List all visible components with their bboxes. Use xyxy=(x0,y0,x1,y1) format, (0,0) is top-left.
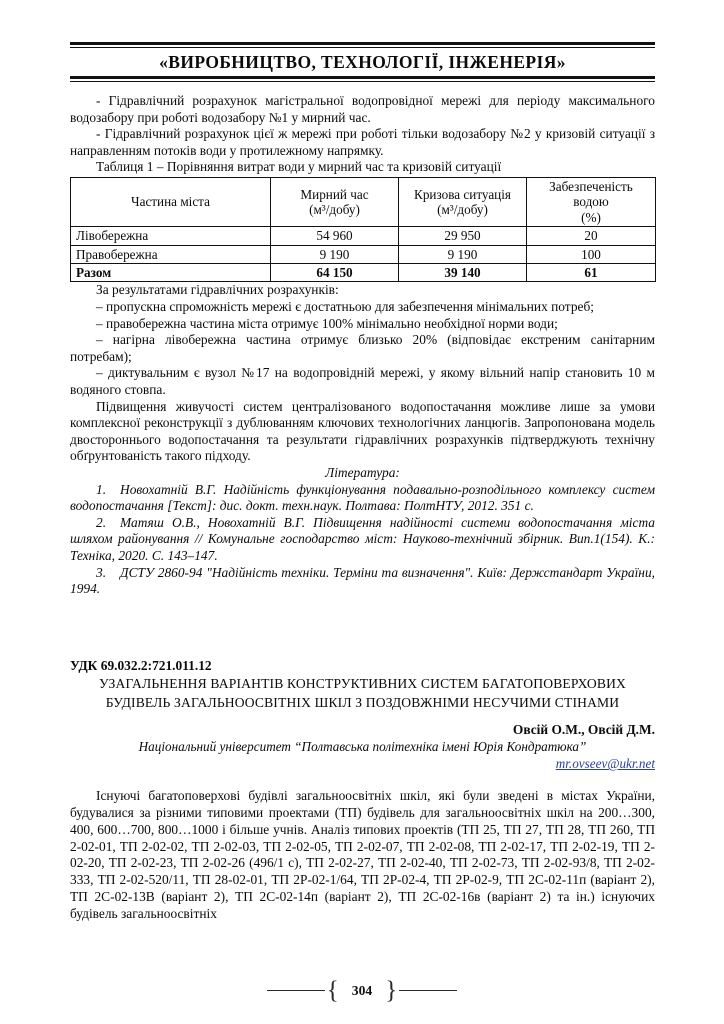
reference-item-2 xyxy=(70,515,655,565)
cell-part: Правобережна xyxy=(71,245,271,263)
title-author-spacer xyxy=(70,711,655,721)
bullet-paragraph-1: - Гідравлічний розрахунок магістральної водопровідної мережі для періоду максимального водозабору при роботі водозабору №1 у мирний час. xyxy=(70,93,655,125)
author-abstract-spacer xyxy=(70,772,655,782)
results-item-1: – пропускна спроможність мережі є достатньою для забезпечення мінімальних потреб; xyxy=(96,299,594,314)
cell-crisis: 9 190 xyxy=(399,245,527,263)
results-item-2: – правобережна частина міста отримує 100% мінімально необхідної норми води; xyxy=(96,315,558,331)
email-line xyxy=(70,755,655,772)
running-header-title: «ВИРОБНИЦТВО, ТЕХНОЛОГІЇ, ІНЖЕНЕРІЯ» xyxy=(159,51,566,72)
running-header xyxy=(70,42,655,82)
header-text-line1: Мирний час xyxy=(300,186,369,202)
reference-number: 2. xyxy=(96,514,107,530)
reference-item-3 xyxy=(70,565,655,598)
reference-text: ДСТУ 2860-94 "Надійність техніки. Терміни та визначення". Київ: Держстандарт України, 1994. xyxy=(70,564,655,597)
footer-brace-right: } xyxy=(385,977,398,1004)
header-text-line2: (м³/добу) xyxy=(309,202,360,218)
results-lead: За результатами гідравлічних розрахунків: xyxy=(96,282,339,298)
table-row xyxy=(71,227,656,245)
footer-brace-left: { xyxy=(326,977,339,1004)
header-text-line1: Забезпеченість водою xyxy=(549,178,633,210)
results-item-3: – нагірна лівобережна частина отримує близько 20% (відповідає екстреним санітарним потребам); xyxy=(70,332,655,364)
header-text-line2: (%) xyxy=(581,209,601,225)
reference-text: Новохатній В.Г. Надійність функціонування подавально-розподільного комплексу систем водопостачання [Текст]: дис. докт. техн.наук. Полтава: ПолтНТУ, 2012. 351 с. xyxy=(70,481,655,514)
table-header-cell-part xyxy=(71,177,271,226)
header-text-line1: Частина міста xyxy=(131,194,210,210)
table-row-total xyxy=(71,264,656,282)
header-rule-top-thick xyxy=(70,42,655,45)
cell-peace: 54 960 xyxy=(271,227,399,245)
article-body xyxy=(70,93,655,598)
cell-part: Разом xyxy=(71,264,271,282)
table-header-cell-peace xyxy=(271,177,399,226)
page-footer xyxy=(0,978,724,1003)
next-article-section xyxy=(70,657,655,923)
author-email-link[interactable]: mr.ovseev@ukr.net xyxy=(555,756,655,772)
cell-crisis: 39 140 xyxy=(399,264,527,282)
literature-heading: Література: xyxy=(325,464,400,480)
cell-part: Лівобережна xyxy=(71,227,271,245)
header-text-line2: (м³/добу) xyxy=(437,202,488,218)
reference-text: Матяш О.В., Новохатній В.Г. Підвищення надійності системи водопостачання міста шляхом районування // Комунальне господарство міст: Науково-технічний збірник. Вип.1(154). К.: Техніка, 2020. С. 143–147. xyxy=(70,514,655,563)
table-header-cell-crisis xyxy=(399,177,527,226)
cell-supply: 61 xyxy=(527,264,656,282)
footer-rule-left xyxy=(267,990,325,991)
author-list: Овсій О.М., Овсій Д.М. xyxy=(512,722,655,738)
bullet-paragraph-2: - Гідравлічний розрахунок цієї ж мережі при роботі тільки водозабору №2 у кризовій ситуації з направленням потоків води у протилежному напрямку. xyxy=(70,126,655,158)
table-header-row xyxy=(71,177,656,226)
cell-supply: 20 xyxy=(527,227,656,245)
article-title-line-1: УЗАГАЛЬНЕННЯ ВАРІАНТІВ КОНСТРУКТИВНИХ СИСТЕМ БАГАТОПОВЕРХОВИХ xyxy=(98,676,627,691)
reference-number: 3. xyxy=(96,564,107,580)
page-number: 304 xyxy=(351,982,373,998)
cell-peace: 64 150 xyxy=(271,264,399,282)
opening-paragraph: Існуючі багатоповерхові будівлі загальноосвітніх шкіл, які були зведені в містах України, будувалися за різними типовими проектами (ТП) будівель для загальноосвітніх шкіл на 200…300, 400, 600…700, 800…1000 і більше учнів. Аналіз типових проектів (ТП 25, ТП 27, ТП 28, ТП 260, ТП 2-02-01, ТП 2-02-02, ТП 2-02-03, ТП 2-02-05, ТП 2-02-07, ТП 2-02-08, ТП 2-02-17, ТП 2-02-19, ТП 2-02-20, ТП 2-02-23, ТП 2-02-26 (496/1 с), ТП 2-02-27, ТП 2-02-40, ТП 2-02-73, ТП 2-02-93/8, ТП 2-02-333, ТП 2-02-520/11, ТП 28-02-01, ТП 2Р-02-1/64, ТП 2Р-02-4, ТП 2Р-02-9, ТП 2С-02-11п (варіант 2), ТП 2С-02-13В (варіант 2), ТП 2С-02-14п (варіант 2), ТП 2С-02-16в (варіант 2) та ін.) існуючих будівель загальноосвітніх xyxy=(70,788,655,921)
conclusion-paragraph: Підвищення живучості систем централізованого водопостачання можливе лише за умови комплексної реконструкції з дублюванням ключових технологічних ланцюгів. Запропонована модель двостороннього водопостачання та результати гідравлічних розрахунків підтверджують технічну обґрунтованість такого підходу. xyxy=(70,398,655,464)
udc-code: УДК 69.032.2:721.011.12 xyxy=(70,658,212,673)
table-caption: Таблиця 1 – Порівняння витрат води у мирний час та кризовій ситуації xyxy=(96,159,502,175)
table-header-cell-supply xyxy=(527,177,656,226)
water-consumption-table xyxy=(70,177,656,282)
affiliation: Національний університет “Полтавська політехніка імені Юрія Кондратюка” xyxy=(138,739,587,755)
reference-number: 1. xyxy=(96,481,107,497)
header-text-line1: Кризова ситуація xyxy=(414,186,511,202)
cell-crisis: 29 950 xyxy=(399,227,527,245)
footer-rule-right xyxy=(399,990,457,991)
header-rule-bottom-thin xyxy=(70,81,655,82)
article-title-line-2: БУДІВЕЛЬ ЗАГАЛЬНООСВІТНІХ ШКІЛ З ПОЗДОВЖНІМИ НЕСУЧИМИ СТІНАМИ xyxy=(105,694,620,710)
header-rule-bottom-thick xyxy=(70,76,655,79)
table-row xyxy=(71,245,656,263)
results-item-4: – диктувальним є вузол №17 на водопровідній мережі, у якому вільний напір становить 10 м водяного стовпа. xyxy=(70,365,655,397)
reference-item-1 xyxy=(70,482,655,515)
cell-peace: 9 190 xyxy=(271,245,399,263)
cell-supply: 100 xyxy=(527,245,656,263)
